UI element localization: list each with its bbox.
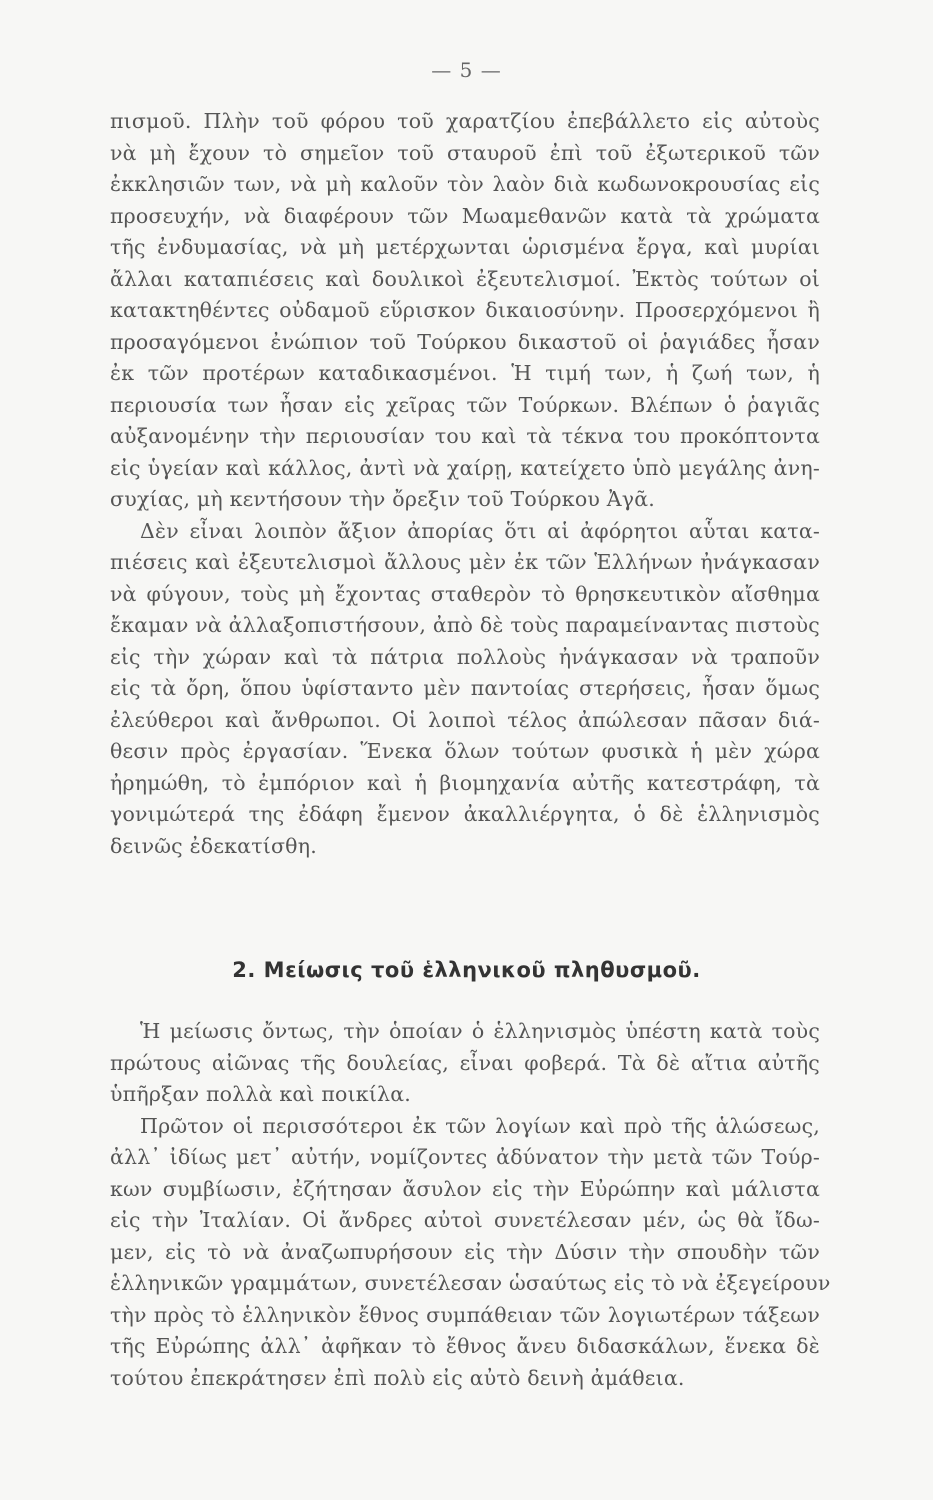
text-line: μεν, εἰς τὸ νὰ ἀναζωπυρήσουν εἰς τὴν Δύσιν τὴν σπουδὴν τῶν bbox=[110, 1239, 820, 1264]
text-line: τὴν πρὸς τὸ ἑλληνικὸν ἔθνος συμπάθειαν τῶν λογιωτέρων τάξεων bbox=[110, 1302, 820, 1327]
text-line: θεσιν πρὸς ἐργασίαν. Ἕνεκα ὅλων τούτων φυσικὰ ἡ μὲν χώρα bbox=[110, 739, 820, 763]
text-line: ἀλλ᾽ ἰδίως μετ᾽ αὐτήν, νομίζοντες ἀδύνατον τὴν μετὰ τῶν Τούρ- bbox=[110, 1145, 820, 1169]
text-line: πισμοῦ. Πλὴν τοῦ φόρου τοῦ χαρατζίου ἐπεβάλλετο εἰς αὐτοὺς bbox=[110, 109, 820, 133]
text-line: ἄλλαι καταπιέσεις καὶ δουλικοὶ ἐξευτελισμοί. Ἐκτὸς τούτων οἱ bbox=[110, 266, 820, 291]
text-line: ἐκ τῶν προτέρων καταδικασμένοι. Ἡ τιμή των, ἡ ζωή των, ἡ bbox=[110, 361, 820, 385]
text-line: ἔκαμαν νὰ ἀλλαξοπιστήσουν, ἀπὸ δὲ τοὺς παραμείναντας πιστοὺς bbox=[110, 613, 820, 637]
text-line: γονιμώτερά της ἐδάφη ἔμενον ἀκαλλιέργητα, ὁ δὲ ἑλληνισμὸς bbox=[110, 802, 820, 826]
text-line: ὑπῆρξαν πολλὰ καὶ ποικίλα. bbox=[110, 1082, 412, 1106]
text-line: κων συμβίωσιν, ἐζήτησαν ἄσυλον εἰς τὴν Εὐρώπην καὶ μάλιστα bbox=[110, 1176, 820, 1201]
text-line: εἰς ὑγείαν καὶ κάλλος, ἀντὶ νὰ χαίρῃ, κατείχετο ὑπὸ μεγάλης ἀνη- bbox=[110, 455, 820, 480]
paragraph-2 bbox=[110, 516, 820, 863]
text-line: τούτου ἐπεκράτησεν ἐπὶ πολὺ εἰς αὐτὸ δεινὴ ἀμάθεια. bbox=[110, 1365, 685, 1390]
text-line: συχίας, μὴ κεντήσουν τὴν ὄρεξιν τοῦ Τούρκου Ἀγᾶ. bbox=[110, 487, 655, 511]
text-line: Πρῶτον οἱ περισσότεροι ἐκ τῶν λογίων καὶ πρὸ τῆς ἁλώσεως, bbox=[140, 1113, 820, 1138]
text-line: ἐλεύθεροι καὶ ἄνθρωποι. Οἱ λοιποὶ τέλος ἀπώλεσαν πᾶσαν διά- bbox=[110, 707, 820, 732]
text-line: αὐξανομένην τὴν περιουσίαν του καὶ τὰ τέκνα του προκόπτοντα bbox=[110, 424, 820, 448]
text-line: Ἡ μείωσις ὄντως, τὴν ὁποίαν ὁ ἑλληνισμὸς ὑπέστη κατὰ τοὺς bbox=[140, 1019, 820, 1043]
section-heading: 2. Μείωσις τοῦ ἑλληνικοῦ πληθυσμοῦ. bbox=[232, 958, 701, 982]
text-line: περιουσία των ἦσαν εἰς χεῖρας τῶν Τούρκων. Βλέπων ὁ ῥαγιᾶς bbox=[110, 392, 820, 417]
text-line: κατακτηθέντες οὐδαμοῦ εὕρισκον δικαιοσύνην. Προσερχόμενοι ἢ bbox=[110, 298, 820, 322]
text-line: δεινῶς ἐδεκατίσθη. bbox=[110, 833, 317, 858]
text-line: πιέσεις καὶ ἐξευτελισμοὶ ἄλλους μὲν ἐκ τῶν Ἑλλήνων ἠνάγκασαν bbox=[110, 550, 820, 574]
text-line: προσαγόμενοι ἐνώπιον τοῦ Τούρκου δικαστοῦ οἱ ῥαγιάδες ἦσαν bbox=[110, 329, 820, 354]
text-line: εἰς τὴν Ἰταλίαν. Οἱ ἄνδρες αὐτοὶ συνετέλεσαν μέν, ὡς θὰ ἴδω- bbox=[110, 1208, 820, 1232]
text-line: ἑλληνικῶν γραμμάτων, συνετέλεσαν ὡσαύτως εἰς τὸ νὰ ἐξεγείρουν bbox=[110, 1271, 831, 1295]
text-block-bottom bbox=[110, 1016, 831, 1394]
text-line: εἰς τὴν χώραν καὶ τὰ πάτρια πολλοὺς ἠνάγκασαν νὰ τραποῦν bbox=[110, 644, 820, 669]
text-line: προσευχήν, νὰ διαφέρουν τῶν Μωαμεθανῶν κατὰ τὰ χρώματα bbox=[110, 203, 820, 228]
page-number: — 5 — bbox=[431, 58, 502, 82]
text-line: ἠρημώθη, τὸ ἐμπόριον καὶ ἡ βιομηχανία αὐτῆς κατεστράφη, τὰ bbox=[110, 770, 820, 795]
paragraph-1 bbox=[110, 106, 820, 516]
text-line: εἰς τὰ ὄρη, ὅπου ὑφίσταντο μὲν παντοίας στερήσεις, ἦσαν ὅμως bbox=[110, 676, 820, 700]
text-block-top bbox=[110, 106, 820, 862]
text-line: νὰ μὴ ἔχουν τὸ σημεῖον τοῦ σταυροῦ ἐπὶ τοῦ ἐξωτερικοῦ τῶν bbox=[110, 140, 820, 165]
text-line: νὰ φύγουν, τοὺς μὴ ἔχοντας σταθερὸν τὸ θρησκευτικὸν αἴσθημα bbox=[110, 581, 820, 606]
text-line: τῆς ἐνδυμασίας, νὰ μὴ μετέρχωνται ὡρισμένα ἔργα, καὶ μυρίαι bbox=[110, 235, 820, 259]
paragraph-3 bbox=[110, 1016, 820, 1111]
text-line: Δὲν εἶναι λοιπὸν ἄξιον ἀπορίας ὅτι αἱ ἀφόρητοι αὗται κατα- bbox=[140, 518, 820, 543]
text-line: πρώτους αἰῶνας τῆς δουλείας, εἶναι φοβερά. Τὰ δὲ αἴτια αὐτῆς bbox=[110, 1050, 820, 1075]
paragraph-4 bbox=[110, 1111, 831, 1395]
text-line: ἐκκλησιῶν των, νὰ μὴ καλοῦν τὸν λαὸν διὰ κωδωνοκρουσίας εἰς bbox=[110, 172, 820, 196]
text-line: τῆς Εὐρώπης ἀλλ᾽ ἀφῆκαν τὸ ἔθνος ἄνευ διδασκάλων, ἕνεκα δὲ bbox=[110, 1334, 820, 1358]
